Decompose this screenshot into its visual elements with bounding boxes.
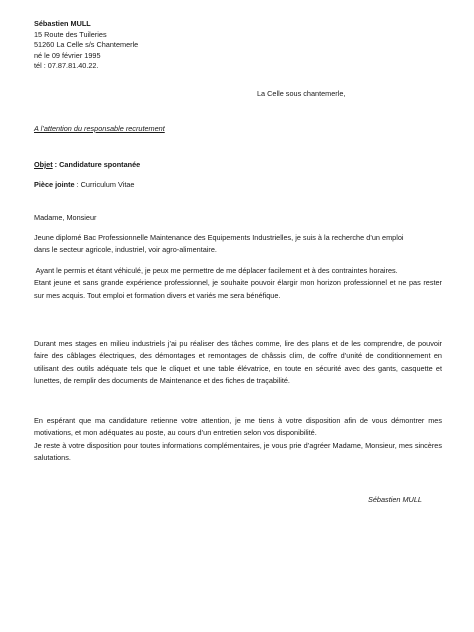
signature: Sébastien MULL bbox=[368, 495, 422, 504]
attachment-label: Pièce jointe bbox=[34, 180, 75, 189]
subject-sep: : bbox=[52, 160, 60, 169]
paragraph-intro-line2: dans le secteur agricole, industriel, voir agro-alimentaire. bbox=[34, 245, 217, 255]
paragraph-intro bbox=[34, 232, 442, 257]
paragraph-closing-b: Je reste à votre disposition pour toutes informations complémentaires, je vous prie d’agréer Madame, Monsieur, mes sincères salutations. bbox=[34, 440, 442, 463]
subject-line bbox=[34, 160, 140, 169]
sender-city: 51260 La Celle s/s Chantemerle bbox=[34, 40, 139, 50]
subject-label: Objet bbox=[34, 160, 53, 169]
attachment-line bbox=[34, 180, 134, 189]
attention-line: A l’attention du responsable recrutement bbox=[34, 124, 165, 133]
subject-value: Candidature spontanée bbox=[59, 160, 141, 169]
sender-street: 15 Route des Tuileries bbox=[34, 29, 107, 39]
salutation: Madame, Monsieur bbox=[34, 213, 97, 222]
sender-name: Sébastien MULL bbox=[34, 19, 91, 28]
paragraph-closing-a: En espérant que ma candidature retienne votre attention, je me tiens à votre disposition afin de vous démontrer mes motivations, et mon adéquates au poste, au cours d’un entretien selon vos disponibilité. bbox=[34, 416, 442, 438]
sender-block bbox=[34, 19, 138, 72]
paragraph-mobility-rest: Etant jeune et sans grande expérience professionnel, je souhaite pouvoir élargir mon horizon professionnel et ne pas rester sur mes acquis. Tout emploi et formation divers et variés me sera bénéfique. bbox=[34, 278, 442, 300]
attachment-value: Curriculum Vitae bbox=[80, 180, 135, 189]
paragraph-mobility bbox=[34, 265, 442, 302]
paragraph-intro-line1: Jeune diplomé Bac Professionnelle Maintenance des Equipements Industrielles, je suis à la recherche d’un emploi bbox=[34, 233, 404, 242]
sender-birth: né le 09 février 1995 bbox=[34, 50, 101, 60]
attachment-sep: : bbox=[74, 180, 81, 189]
paragraph-internships bbox=[34, 338, 442, 388]
paragraph-internships-text: Durant mes stages en milieu industriels j’ai pu réaliser des tâches comme, lire des plans et de les comprendre, de pouvoir faire des câblages électriques, des démontages et remontages de châssis clim, de coffre d’unité de conditionnement en utilisant des outils adéquate tels que le cliquet et une table élévatrice, en toute en sécurité avec des gants, casquette et lunettes, de remplir des documents de Maintenance et des fiches de traçabilité. bbox=[34, 339, 442, 386]
place-line: La Celle sous chantemerle, bbox=[257, 89, 346, 98]
paragraph-mobility-line1: Ayant le permis et étant véhiculé, je peux me permettre de me déplacer facilement et à des contraintes horaires. bbox=[34, 266, 398, 275]
paragraph-closing bbox=[34, 415, 442, 465]
sender-phone: tél : 07.87.81.40.22. bbox=[34, 61, 99, 71]
